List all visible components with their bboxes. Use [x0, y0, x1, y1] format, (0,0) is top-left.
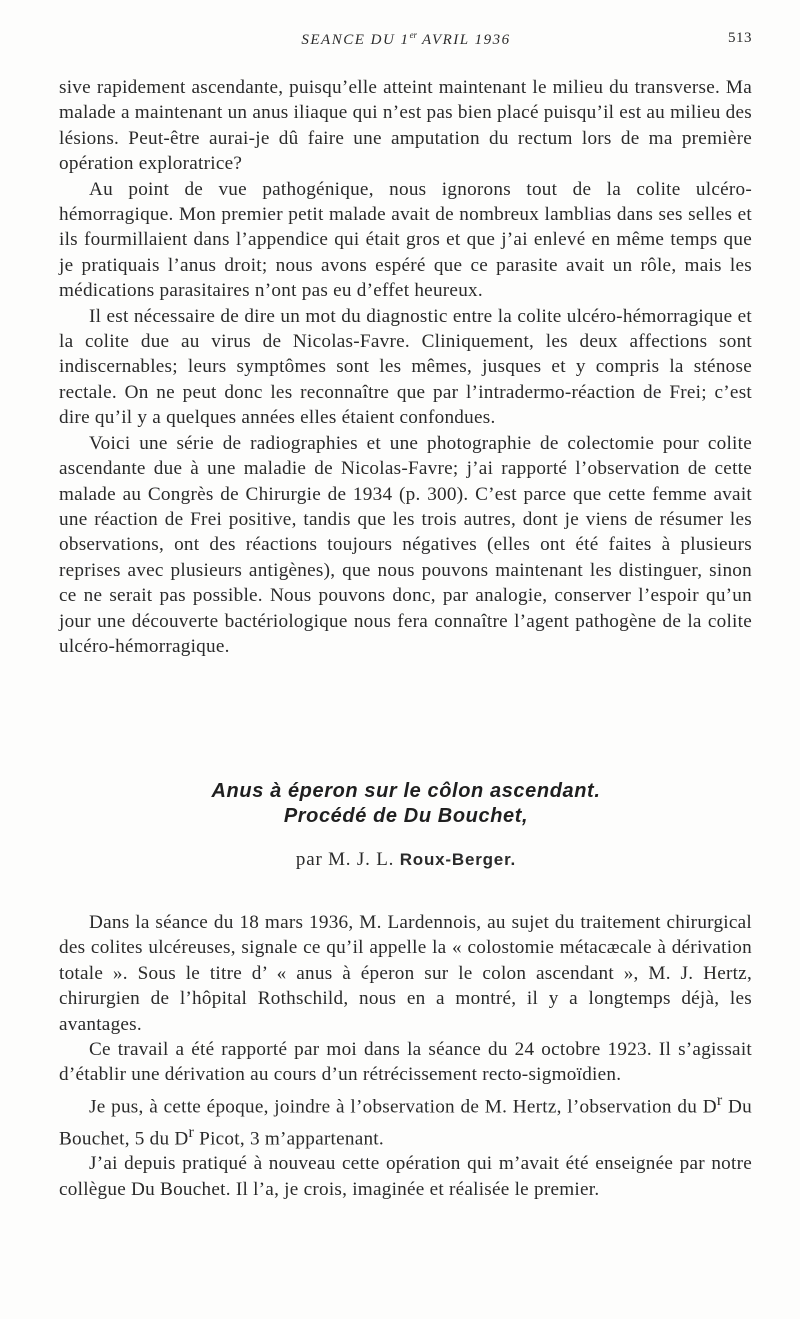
paragraph-pathogenesis: Au point de vue pathogénique, nous ignorons tout de la colite ulcéro-hémorragique. Mon premier petit malade avait de nombreux lamblias dans ses selles et ils fourmillaient dans l’appendice qui était gros et que j’ai enlevé en même temps que je pratiquais l’anus droit; nous avons espéré que ce parasite avait un rôle, mais les médications parasitaires n’ont pas eu d’effet heureux.	[59, 178, 752, 302]
byline-author: Roux-Berger.	[399, 850, 517, 869]
section-title-line-2: Procédé de Du Bouchet,	[283, 805, 529, 827]
paragraph-radiographs: Voici une série de radiographies et une photographie de colectomie pour colite ascendante due à une maladie de Nicolas-Favre; j’ai rapporté l’observation de cette malade au Congrès de Chirurgie de 1934 (p. 300). C’est parce que cette femme avait une réaction de Frei positive, tandis que les trois autres, dont je viens de résumer les observations, ont des réactions toujours négatives (elles ont été faites à plusieurs reprises avec plusieurs antigènes), que nous pouvons maintenant les distinguer, sinon ce ne serait pas possible. Nous pouvons donc, par analogie, conserver l’espoir qu’un jour une découverte bactériologique nous fera connaître l’agent pathogène de la colite ulcéro-hémorragique.	[59, 432, 752, 657]
paragraph-diagnosis: Il est nécessaire de dire un mot du diagnostic entre la colite ulcéro-hémorragique et la colite due au virus de Nicolas-Favre. Cliniquement, les deux affections sont indiscernables; leurs symptômes sont les mêmes, jusques et y compris la sténose rectale. On ne peut donc les reconnaître que par l’intradermo-réaction de Frei; c’est dire qu’il y a quelques années elles étaient confondues.	[59, 305, 752, 429]
section-title-line-1: Anus à éperon sur le côlon ascendant.	[211, 780, 601, 802]
body-text-top	[59, 75, 752, 659]
section-title	[60, 779, 752, 829]
byline-prefix: par M. J. L.	[295, 849, 400, 870]
paragraph-continuation: sive rapidement ascendante, puisqu’elle atteint maintenant le milieu du transverse. Ma malade a maintenant un anus iliaque qui n’est pas bien placé puisqu’il est au milieu des lésions. Peut-être aurai-je dû faire une amputation du rectum lors de ma première opération exploratrice?	[59, 77, 752, 175]
body-text-bottom	[59, 910, 752, 1202]
paragraph-lardennois: Dans la séance du 18 mars 1936, M. Lardennois, au sujet du traitement chirurgical des colites ulcéreuses, signale ce qu’il appelle la « colostomie métacæcale à dérivation totale ». Sous le titre d’ « anus à éperon sur le colon ascendant », M. J. Hertz, chirurgien de l’hôpital Rothschild, nous en a montré, il y a longtemps déjà, les avantages.	[59, 912, 752, 1035]
paragraph-observations: Je pus, à cette époque, joindre à l’observation de M. Hertz, l’observation du $D^r$ Du Bouchet, 5 du $D^r$ Picot, 3 m’appartenant.	[59, 1091, 752, 1150]
paragraph-report-1923: Ce travail a été rapporté par moi dans la séance du 24 octobre 1923. Il s’agissait d’établir une dérivation au cours d’un rétrécissement recto-sigmoïdien.	[59, 1039, 752, 1086]
byline	[60, 849, 752, 871]
paragraph-practice: J’ai depuis pratiqué à nouveau cette opération qui m’avait été enseignée par notre collègue Du Bouchet. Il l’a, je crois, imaginée et réalisée le premier.	[59, 1153, 752, 1200]
page-number: 513	[728, 30, 752, 46]
running-title: SEANCE DU 1er AVRIL 1936	[301, 30, 511, 48]
running-head	[60, 30, 752, 54]
